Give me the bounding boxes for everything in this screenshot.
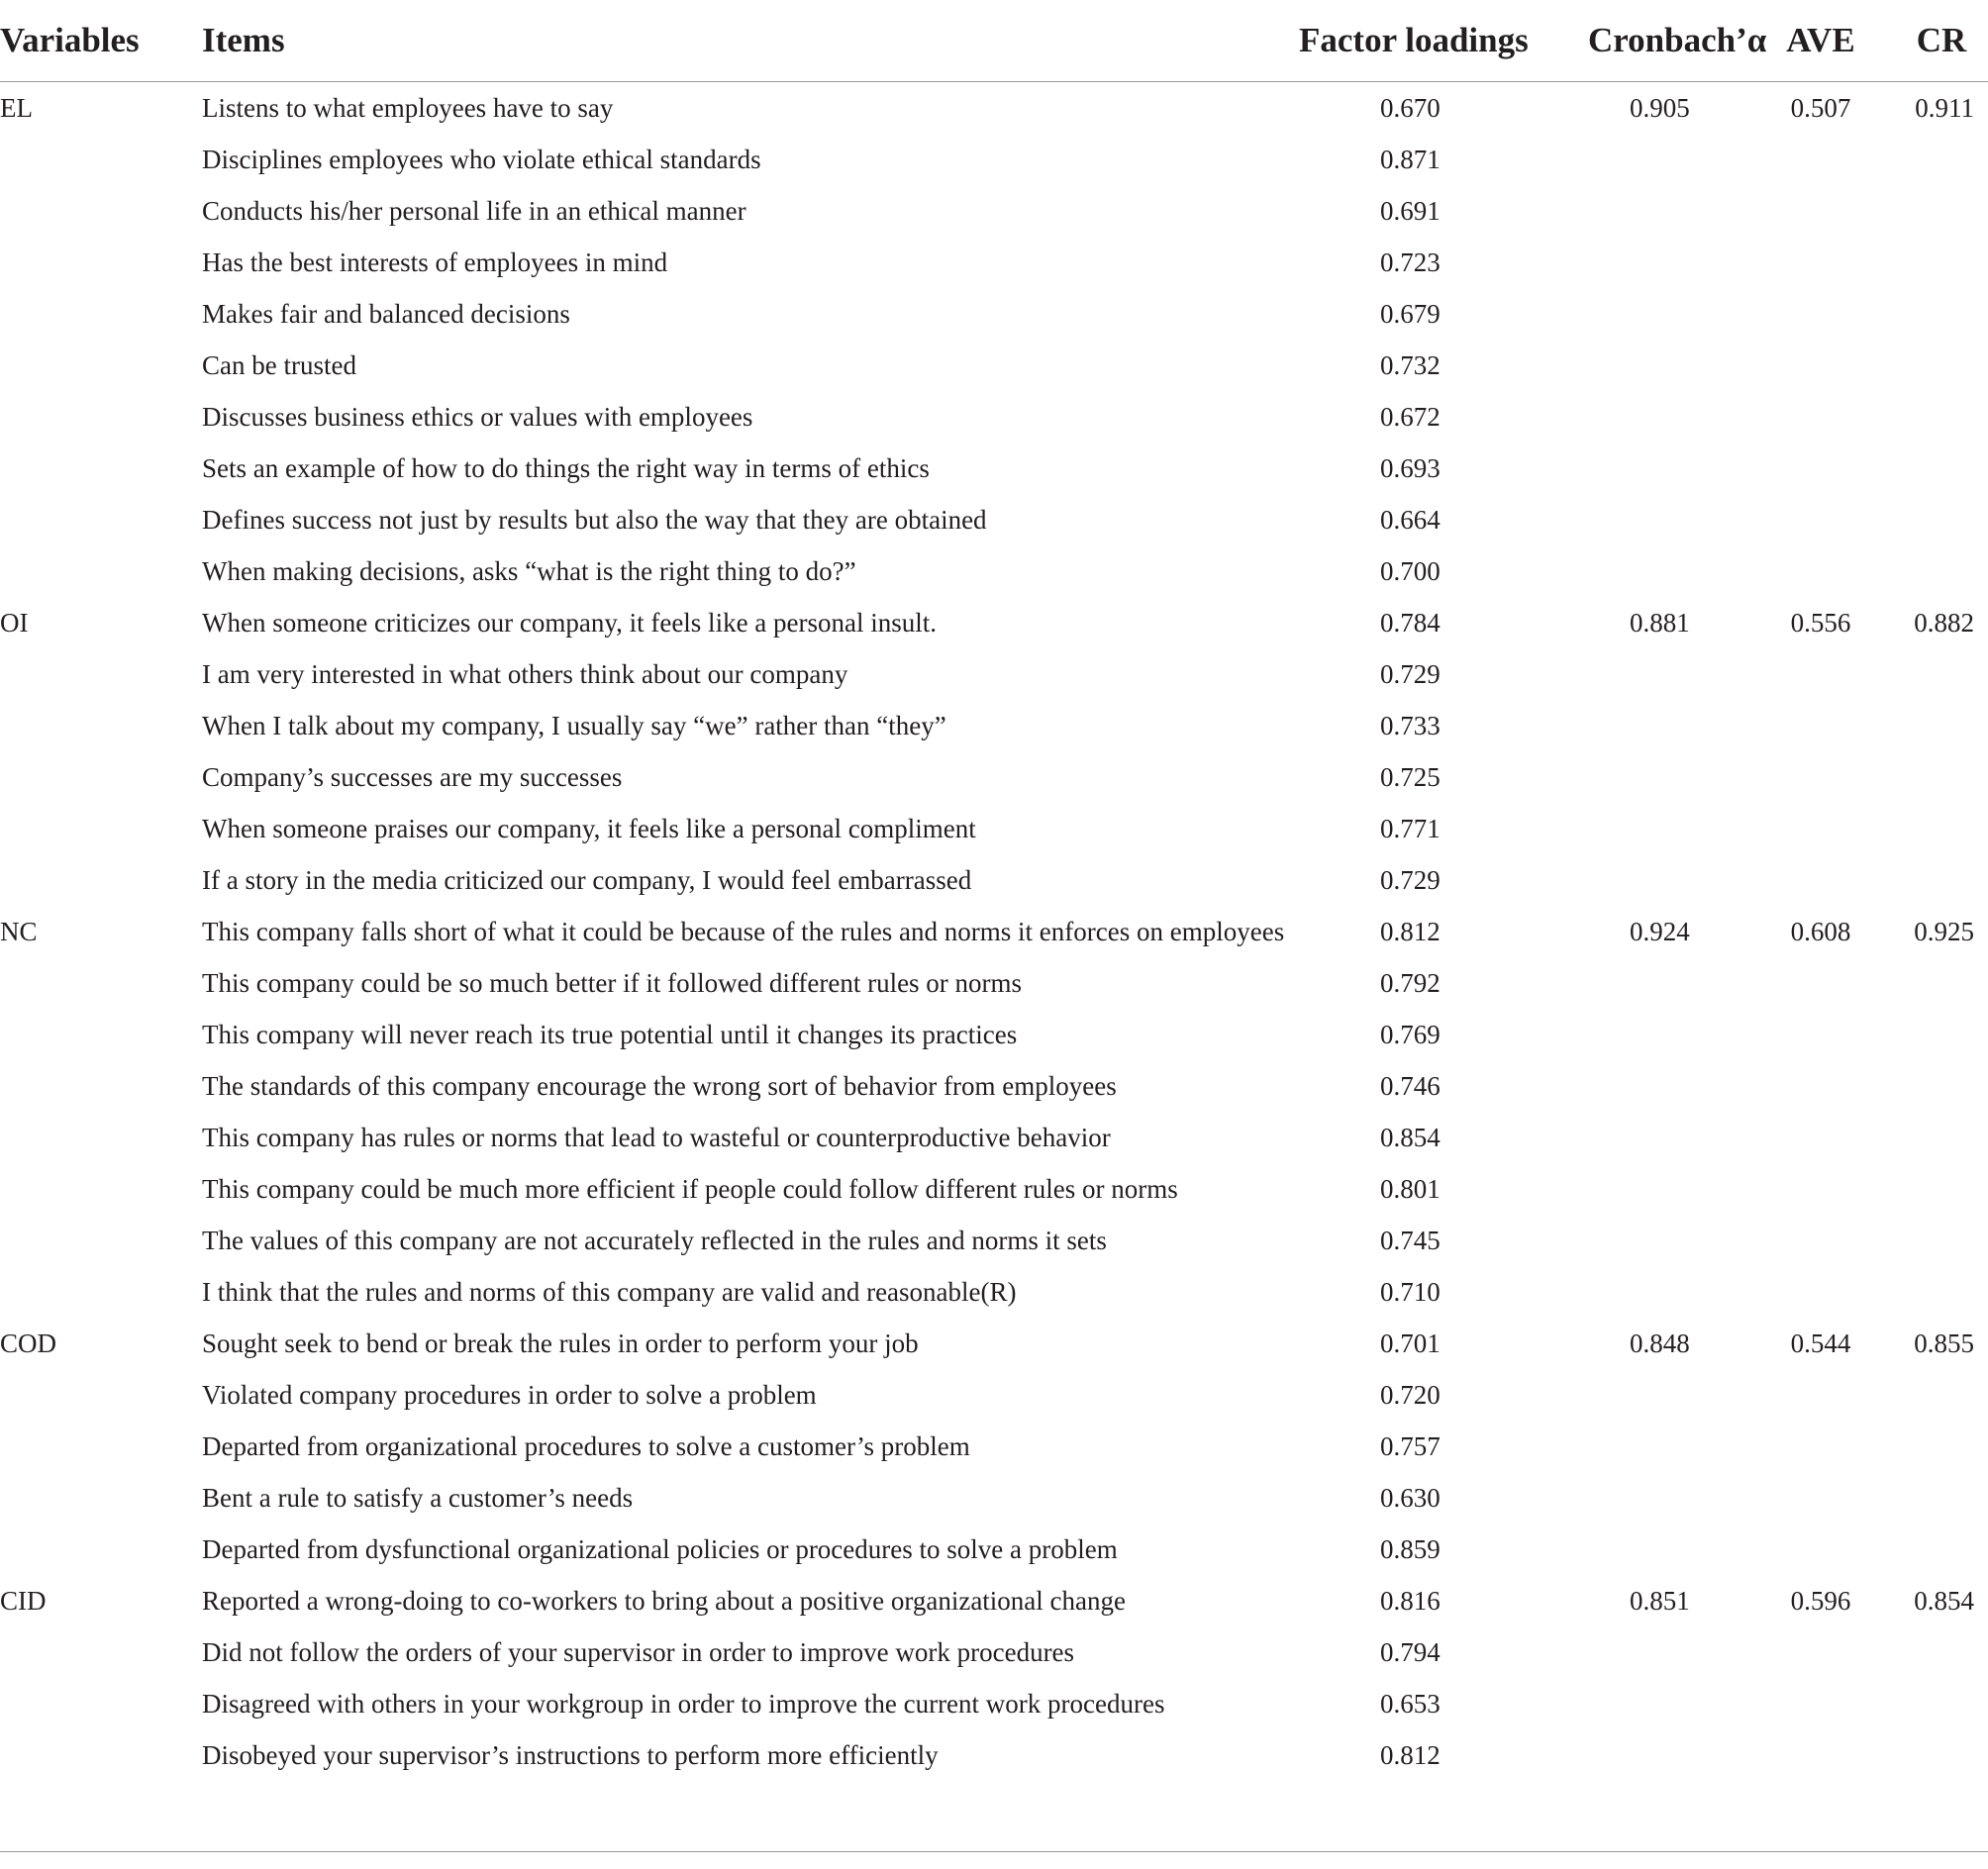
factor-loading-cell: 0.745: [1380, 1226, 1441, 1255]
variable-cell: [0, 1266, 202, 1318]
variable-cell: [0, 391, 202, 443]
cronbach-alpha-cell: [1588, 1626, 1746, 1678]
table-row: [0, 1729, 1988, 1785]
cr-cell: [1895, 1524, 1988, 1575]
table-row: [0, 340, 1988, 391]
table-row: [0, 648, 1988, 700]
item-cell: Makes fair and balanced decisions: [202, 299, 570, 329]
ave-cell: [1746, 1678, 1895, 1729]
factor-loading-cell: 0.693: [1380, 453, 1441, 483]
table-row: [0, 1421, 1988, 1472]
factor-loading-cell: 0.794: [1380, 1637, 1441, 1667]
ave-cell: [1746, 134, 1895, 185]
variable-cell: [0, 1678, 202, 1729]
cr-cell: [1895, 648, 1988, 700]
table-row: [0, 1112, 1988, 1163]
cronbach-alpha-cell: [1588, 1369, 1746, 1421]
variable-cell: [0, 494, 202, 545]
ave-cell: [1746, 185, 1895, 237]
cr-cell: 0.855: [1914, 1328, 1974, 1358]
cronbach-alpha-cell: [1588, 1163, 1746, 1215]
variable-cell: [0, 1421, 202, 1472]
cr-cell: [1895, 803, 1988, 854]
ave-cell: [1746, 443, 1895, 494]
ave-cell: [1746, 1060, 1895, 1112]
factor-loading-cell: 0.723: [1380, 247, 1441, 277]
cr-cell: [1895, 854, 1988, 906]
item-cell: Violated company procedures in order to solve a problem: [202, 1380, 817, 1410]
table-row: [0, 1215, 1988, 1266]
table-row: [0, 597, 1988, 648]
ave-cell: [1746, 237, 1895, 288]
cr-cell: 0.925: [1914, 917, 1974, 946]
cronbach-alpha-cell: 0.905: [1630, 93, 1690, 123]
variable-cell: [0, 854, 202, 906]
header-variables: Variables: [0, 0, 202, 82]
table-row: [0, 494, 1988, 545]
ave-cell: [1746, 1369, 1895, 1421]
cronbach-alpha-cell: [1588, 700, 1746, 751]
variable-cell: [0, 1163, 202, 1215]
factor-loading-cell: 0.729: [1380, 659, 1441, 689]
variable-cell: EL: [0, 93, 33, 123]
variable-cell: [0, 1060, 202, 1112]
factor-loading-cell: 0.816: [1380, 1586, 1441, 1616]
cronbach-alpha-cell: [1588, 288, 1746, 340]
item-cell: When someone praises our company, it feels like a personal compliment: [202, 814, 976, 843]
cr-cell: [1895, 1215, 1988, 1266]
factor-loading-cell: 0.746: [1380, 1071, 1441, 1101]
item-cell: Sought seek to bend or break the rules in order to perform your job: [202, 1328, 919, 1358]
variable-cell: [0, 443, 202, 494]
variable-cell: [0, 237, 202, 288]
cronbach-alpha-cell: [1588, 443, 1746, 494]
header-row: [0, 0, 1988, 82]
ave-cell: [1746, 1626, 1895, 1678]
ave-cell: [1746, 648, 1895, 700]
table-row: [0, 751, 1988, 803]
variable-cell: [0, 957, 202, 1009]
cronbach-alpha-cell: 0.924: [1630, 917, 1690, 946]
item-cell: Company’s successes are my successes: [202, 762, 623, 792]
factor-loading-cell: 0.732: [1380, 350, 1441, 380]
item-cell: If a story in the media criticized our company, I would feel embarrassed: [202, 865, 972, 895]
factor-loading-cell: 0.670: [1380, 93, 1441, 123]
cronbach-alpha-cell: [1588, 237, 1746, 288]
factor-loading-cell: 0.710: [1380, 1277, 1441, 1307]
item-cell: Reported a wrong-doing to co-workers to bring about a positive organizational change: [202, 1586, 1126, 1616]
item-cell: Did not follow the orders of your supervisor in order to improve work procedures: [202, 1637, 1075, 1667]
table-row: [0, 1524, 1988, 1575]
table-row: [0, 700, 1988, 751]
item-cell: When I talk about my company, I usually say “we” rather than “they”: [202, 711, 946, 740]
factor-loading-cell: 0.812: [1380, 1740, 1441, 1770]
header-cronbach-alpha: Cronbach’α: [1588, 0, 1746, 82]
ave-cell: [1746, 1421, 1895, 1472]
table-row: [0, 1472, 1988, 1524]
cr-cell: [1895, 340, 1988, 391]
header-factor-loadings: Factor loadings: [1291, 0, 1588, 82]
cr-cell: [1895, 1112, 1988, 1163]
ave-cell: [1746, 1266, 1895, 1318]
factor-loading-cell: 0.757: [1380, 1431, 1441, 1461]
cr-cell: [1895, 1626, 1988, 1678]
item-cell: Departed from organizational procedures to solve a customer’s problem: [202, 1431, 970, 1461]
ave-cell: 0.544: [1790, 1328, 1851, 1358]
variable-cell: [0, 1215, 202, 1266]
cronbach-alpha-cell: [1588, 1112, 1746, 1163]
cronbach-alpha-cell: [1588, 854, 1746, 906]
table-row: [0, 237, 1988, 288]
variable-cell: [0, 288, 202, 340]
item-cell: Disciplines employees who violate ethical standards: [202, 145, 761, 174]
factor-loading-cell: 0.792: [1380, 968, 1441, 998]
header-ave: AVE: [1746, 0, 1895, 82]
item-cell: Discusses business ethics or values with employees: [202, 402, 753, 432]
table-row: [0, 134, 1988, 185]
cr-cell: [1895, 1369, 1988, 1421]
item-cell: I am very interested in what others think about our company: [202, 659, 848, 689]
table-row: [0, 82, 1988, 135]
table-row: [0, 1009, 1988, 1060]
factor-loading-cell: 0.771: [1380, 814, 1441, 843]
cr-cell: [1895, 1163, 1988, 1215]
ave-cell: [1746, 854, 1895, 906]
item-cell: Conducts his/her personal life in an ethical manner: [202, 196, 746, 226]
item-cell: The standards of this company encourage the wrong sort of behavior from employees: [202, 1071, 1117, 1101]
ave-cell: [1746, 751, 1895, 803]
table-row: [0, 1575, 1988, 1626]
ave-cell: [1746, 803, 1895, 854]
cr-cell: [1895, 1678, 1988, 1729]
item-cell: When someone criticizes our company, it feels like a personal insult.: [202, 608, 938, 638]
factor-loading-cell: 0.725: [1380, 762, 1441, 792]
cronbach-alpha-cell: [1588, 751, 1746, 803]
ave-cell: 0.608: [1790, 917, 1851, 946]
cronbach-alpha-cell: 0.881: [1630, 608, 1690, 638]
variable-cell: [0, 803, 202, 854]
table-row: [0, 803, 1988, 854]
cr-cell: [1895, 1729, 1988, 1785]
item-cell: Can be trusted: [202, 350, 356, 380]
cronbach-alpha-cell: [1588, 1215, 1746, 1266]
table-header: [0, 0, 1988, 82]
variable-cell: [0, 1524, 202, 1575]
variable-cell: [0, 1626, 202, 1678]
table-row: [0, 1369, 1988, 1421]
table-row: [0, 391, 1988, 443]
variable-cell: [0, 1472, 202, 1524]
variable-cell: [0, 700, 202, 751]
ave-cell: 0.507: [1790, 93, 1851, 123]
factor-loading-cell: 0.720: [1380, 1380, 1441, 1410]
cronbach-alpha-cell: 0.848: [1630, 1328, 1690, 1358]
cr-cell: [1895, 545, 1988, 597]
variable-cell: CID: [0, 1586, 47, 1616]
factor-loading-cell: 0.769: [1380, 1020, 1441, 1049]
cr-cell: [1895, 1009, 1988, 1060]
factor-loading-cell: 0.812: [1380, 917, 1441, 946]
ave-cell: 0.596: [1790, 1586, 1851, 1616]
item-cell: This company falls short of what it could be because of the rules and norms it enforces on employees: [202, 917, 1285, 946]
item-cell: This company could be so much better if it followed different rules or norms: [202, 968, 1023, 998]
cronbach-alpha-cell: [1588, 1421, 1746, 1472]
ave-cell: 0.556: [1790, 608, 1851, 638]
cronbach-alpha-cell: [1588, 803, 1746, 854]
table-row: [0, 957, 1988, 1009]
cr-cell: [1895, 237, 1988, 288]
cronbach-alpha-cell: [1588, 1729, 1746, 1785]
cronbach-alpha-cell: 0.851: [1630, 1586, 1690, 1616]
item-cell: Defines success not just by results but also the way that they are obtained: [202, 505, 987, 535]
ave-cell: [1746, 1524, 1895, 1575]
cronbach-alpha-cell: [1588, 134, 1746, 185]
table-row: [0, 906, 1988, 957]
cronbach-alpha-cell: [1588, 1678, 1746, 1729]
item-cell: Departed from dysfunctional organizational policies or procedures to solve a problem: [202, 1534, 1118, 1564]
variable-cell: NC: [0, 917, 38, 946]
factor-loading-cell: 0.672: [1380, 402, 1441, 432]
item-cell: When making decisions, asks “what is the right thing to do?”: [202, 556, 856, 586]
item-cell: Sets an example of how to do things the right way in terms of ethics: [202, 453, 930, 483]
ave-cell: [1746, 494, 1895, 545]
cronbach-alpha-cell: [1588, 1266, 1746, 1318]
factor-loading-cell: 0.691: [1380, 196, 1441, 226]
cr-cell: [1895, 1060, 1988, 1112]
factor-loading-cell: 0.679: [1380, 299, 1441, 329]
table-row: [0, 1060, 1988, 1112]
cr-cell: [1895, 288, 1988, 340]
table-row: [0, 545, 1988, 597]
cronbach-alpha-cell: [1588, 1472, 1746, 1524]
factor-loading-cell: 0.630: [1380, 1483, 1441, 1513]
table-bottom-rule: [0, 1851, 1988, 1852]
table-row: [0, 443, 1988, 494]
item-cell: Listens to what employees have to say: [202, 93, 614, 123]
factor-loading-cell: 0.664: [1380, 505, 1441, 535]
ave-cell: [1746, 1472, 1895, 1524]
cr-cell: [1895, 185, 1988, 237]
cronbach-alpha-cell: [1588, 494, 1746, 545]
ave-cell: [1746, 1215, 1895, 1266]
ave-cell: [1746, 545, 1895, 597]
item-cell: This company has rules or norms that lead to wasteful or counterproductive behavior: [202, 1123, 1111, 1152]
cr-cell: [1895, 751, 1988, 803]
cr-cell: [1895, 443, 1988, 494]
variable-cell: [0, 1369, 202, 1421]
ave-cell: [1746, 700, 1895, 751]
cr-cell: 0.854: [1914, 1586, 1974, 1616]
cronbach-alpha-cell: [1588, 648, 1746, 700]
factor-loading-cell: 0.700: [1380, 556, 1441, 586]
factor-loading-cell: 0.729: [1380, 865, 1441, 895]
cr-cell: [1895, 700, 1988, 751]
factor-loading-cell: 0.653: [1380, 1689, 1441, 1719]
item-cell: Disobeyed your supervisor’s instructions to perform more efficiently: [202, 1740, 939, 1770]
ave-cell: [1746, 1163, 1895, 1215]
item-cell: Has the best interests of employees in mind: [202, 247, 668, 277]
cronbach-alpha-cell: [1588, 340, 1746, 391]
cr-cell: 0.911: [1915, 93, 1974, 123]
item-cell: I think that the rules and norms of this company are valid and reasonable(R): [202, 1277, 1017, 1307]
cronbach-alpha-cell: [1588, 1009, 1746, 1060]
variable-cell: [0, 134, 202, 185]
ave-cell: [1746, 1729, 1895, 1785]
item-cell: This company could be much more efficient if people could follow different rules or norms: [202, 1174, 1178, 1204]
table-row: [0, 288, 1988, 340]
ave-cell: [1746, 288, 1895, 340]
factor-loading-cell: 0.871: [1380, 145, 1441, 174]
table-row: [0, 185, 1988, 237]
variable-cell: [0, 751, 202, 803]
cr-cell: [1895, 391, 1988, 443]
cronbach-alpha-cell: [1588, 391, 1746, 443]
cr-cell: [1895, 494, 1988, 545]
item-cell: The values of this company are not accurately reflected in the rules and norms it sets: [202, 1226, 1107, 1255]
item-cell: This company will never reach its true potential until it changes its practices: [202, 1020, 1018, 1049]
variable-cell: [0, 1009, 202, 1060]
factor-loading-cell: 0.801: [1380, 1174, 1441, 1204]
factor-loading-cell: 0.784: [1380, 608, 1441, 638]
cr-cell: [1895, 957, 1988, 1009]
cronbach-alpha-cell: [1588, 545, 1746, 597]
factor-loading-cell: 0.859: [1380, 1534, 1441, 1564]
cronbach-alpha-cell: [1588, 1524, 1746, 1575]
variable-cell: [0, 1729, 202, 1785]
table-row: [0, 1266, 1988, 1318]
table-body: [0, 82, 1988, 1786]
cr-cell: [1895, 1421, 1988, 1472]
cr-cell: [1895, 1472, 1988, 1524]
cronbach-alpha-cell: [1588, 1060, 1746, 1112]
header-cr: CR: [1895, 0, 1988, 82]
ave-cell: [1746, 1112, 1895, 1163]
cr-cell: [1895, 1266, 1988, 1318]
factor-loading-cell: 0.701: [1380, 1328, 1441, 1358]
factor-loading-cell: 0.854: [1380, 1123, 1441, 1152]
variable-cell: OI: [0, 608, 29, 638]
cr-cell: [1895, 134, 1988, 185]
item-cell: Bent a rule to satisfy a customer’s needs: [202, 1483, 634, 1513]
ave-cell: [1746, 1009, 1895, 1060]
cronbach-alpha-cell: [1588, 185, 1746, 237]
table-row: [0, 1626, 1988, 1678]
variable-cell: [0, 185, 202, 237]
table-row: [0, 1318, 1988, 1369]
cronbach-alpha-cell: [1588, 957, 1746, 1009]
table-row: [0, 1678, 1988, 1729]
table-row: [0, 854, 1988, 906]
variable-cell: COD: [0, 1328, 57, 1358]
item-cell: Disagreed with others in your workgroup in order to improve the current work procedures: [202, 1689, 1165, 1719]
factor-loading-cell: 0.733: [1380, 711, 1441, 740]
variable-cell: [0, 648, 202, 700]
header-items: Items: [202, 0, 1291, 82]
ave-cell: [1746, 391, 1895, 443]
table-row: [0, 1163, 1988, 1215]
cr-cell: 0.882: [1914, 608, 1974, 638]
variable-cell: [0, 545, 202, 597]
variable-cell: [0, 340, 202, 391]
variable-cell: [0, 1112, 202, 1163]
ave-cell: [1746, 957, 1895, 1009]
ave-cell: [1746, 340, 1895, 391]
